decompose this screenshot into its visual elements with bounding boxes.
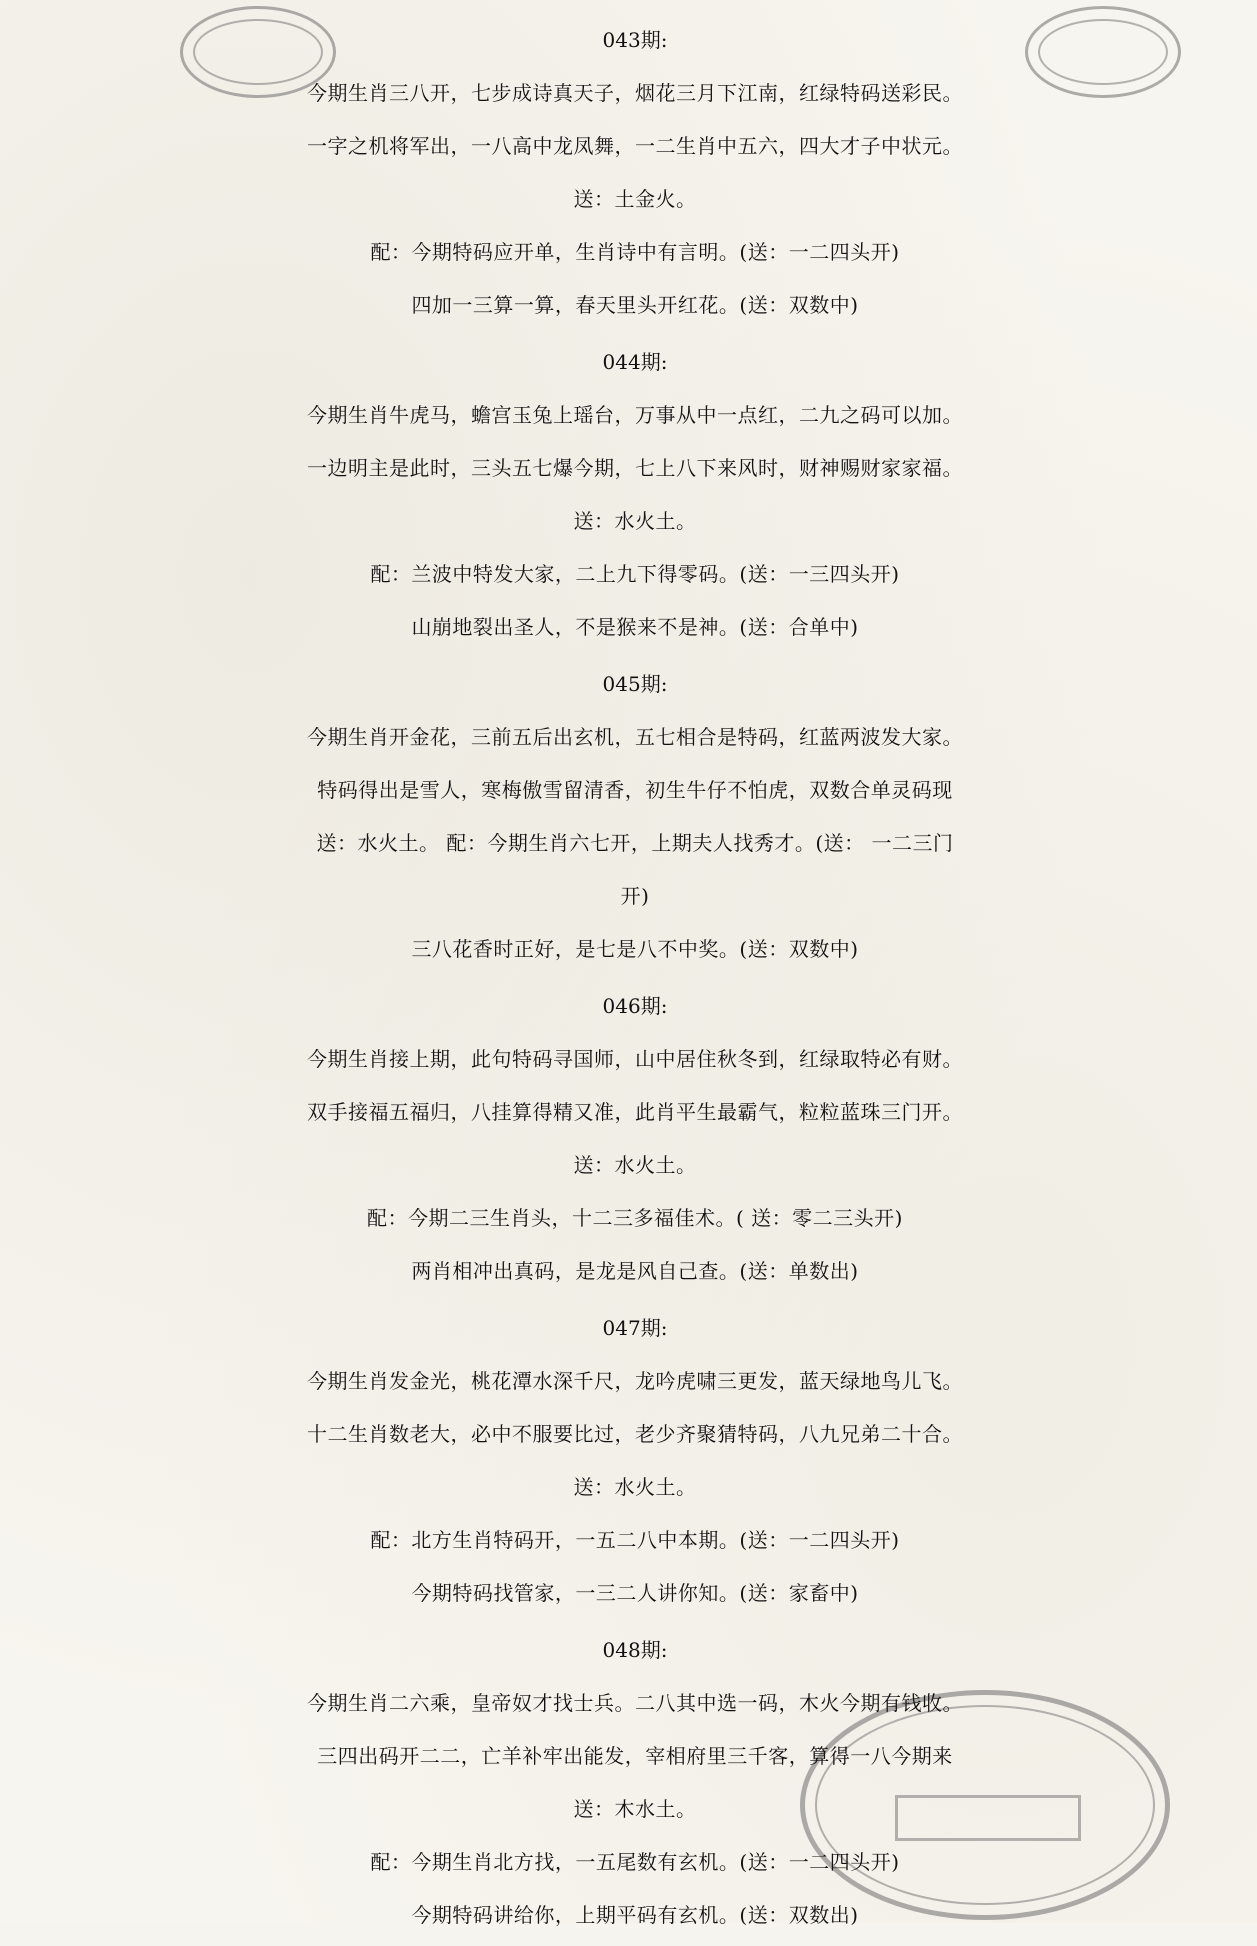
verse-line: 今期生肖接上期，此句特码寻国师，山中居住秋冬到，红绿取特必有财。: [307, 1047, 963, 1071]
verse-line: 十二生肖数老大，必中不服要比过，老少齐聚猜特码，八九兄弟二十合。: [307, 1422, 963, 1446]
issue-header: 045期:: [602, 672, 668, 696]
issue-048: [40, 1624, 1230, 1942]
pairing-line: 四加一三算一算，春天里头开红花。(送：双数中): [411, 293, 859, 317]
verse-line: 特码得出是雪人，寒梅傲雪留清香，初生牛仔不怕虎，双数合单灵码现: [317, 778, 953, 802]
pairing-line: 今期特码找管家，一三二人讲你知。(送：家畜中): [411, 1581, 859, 1605]
issue-header: 047期:: [602, 1316, 668, 1340]
send-pairing-line: 送：水火土。 配：今期生肖六七开，上期夫人找秀才。(送： 一二三门: [316, 831, 954, 855]
verse-line: 今期生肖发金光，桃花潭水深千尺，龙吟虎啸三更发，蓝天绿地鸟儿飞。: [307, 1369, 963, 1393]
issue-047: [40, 1302, 1230, 1620]
pairing-continued: 开): [620, 884, 650, 908]
issue-header: 043期:: [602, 28, 668, 52]
pairing-line: 配：今期二三生肖头，十二三多福佳术。( 送：零二三头开): [367, 1206, 903, 1230]
send-line: 送：土金火。: [573, 187, 697, 211]
pairing-line: 今期特码讲给你，上期平码有玄机。(送：双数出): [411, 1903, 859, 1927]
issue-header: 048期:: [602, 1638, 668, 1662]
send-line: 送：木水土。: [573, 1797, 697, 1821]
verse-line: 今期生肖三八开，七步成诗真天子，烟花三月下江南，红绿特码送彩民。: [307, 81, 963, 105]
verse-line: 今期生肖开金花，三前五后出玄机，五七相合是特码，红蓝两波发大家。: [307, 725, 963, 749]
pairing-line: 两肖相冲出真码，是龙是风自己查。(送：单数出): [411, 1259, 859, 1283]
prediction-text: [40, 14, 1230, 1946]
verse-line: 今期生肖牛虎马，蟾宫玉兔上瑶台，万事从中一点红，二九之码可以加。: [307, 403, 963, 427]
pairing-line: 配：北方生肖特码开，一五二八中本期。(送：一二四头开): [370, 1528, 900, 1552]
pairing-line: 山崩地裂出圣人，不是猴来不是神。(送：合单中): [411, 615, 859, 639]
issue-043: [40, 14, 1230, 332]
pairing-line: 配：今期生肖北方找，一五尾数有玄机。(送：一二四头开): [370, 1850, 900, 1874]
verse-line: 一字之机将军出，一八高中龙凤舞，一二生肖中五六，四大才子中状元。: [307, 134, 963, 158]
issue-045: [40, 658, 1230, 976]
pairing-line: 配：兰波中特发大家，二上九下得零码。(送：一三四头开): [370, 562, 900, 586]
issue-header: 044期:: [602, 350, 668, 374]
verse-line: 今期生肖二六乘，皇帝奴才找士兵。二八其中选一码，木火今期有钱收。: [307, 1691, 963, 1715]
send-line: 送：水火土。: [573, 509, 697, 533]
verse-line: 三四出码开二二，亡羊补牢出能发，宰相府里三千客，算得一八今期来: [317, 1744, 953, 1768]
verse-line: 双手接福五福归，八挂算得精又准，此肖平生最霸气，粒粒蓝珠三门开。: [307, 1100, 963, 1124]
issue-046: [40, 980, 1230, 1298]
send-line: 送：水火土。: [573, 1153, 697, 1177]
issue-header: 046期:: [602, 994, 668, 1018]
pairing-line: 三八花香时正好，是七是八不中奖。(送：双数中): [411, 937, 859, 961]
issue-044: [40, 336, 1230, 654]
verse-line: 一边明主是此时，三头五七爆今期，七上八下来风时，财神赐财家家福。: [307, 456, 963, 480]
send-line: 送：水火土。: [573, 1475, 697, 1499]
pairing-line: 配：今期特码应开单，生肖诗中有言明。(送：一二四头开): [370, 240, 900, 264]
